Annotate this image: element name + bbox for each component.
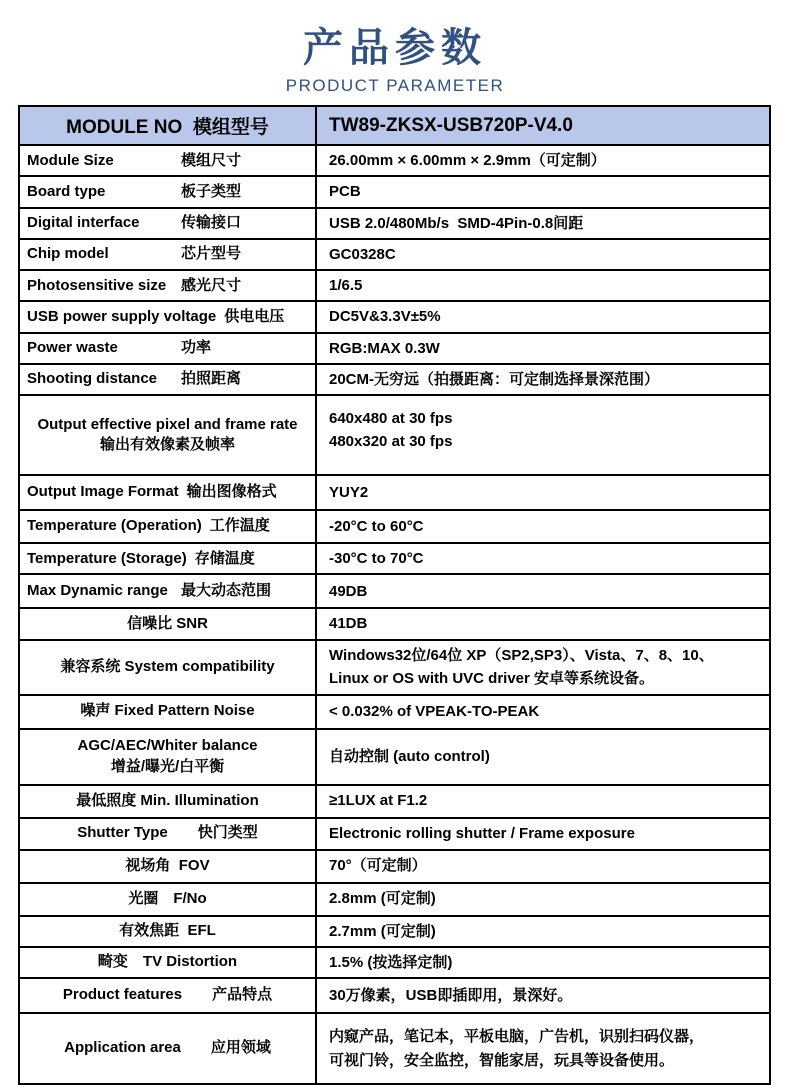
row-label-line: 视场角 FOV [125, 856, 210, 874]
table-row [20, 819, 769, 851]
row-label [20, 544, 317, 573]
row-label-line: Product features 产品特点 [62, 986, 273, 1004]
table-row [20, 476, 769, 511]
row-value-line: 20CM-无穷远（拍摄距离：可定制选择景深范围） [329, 370, 660, 388]
row-label-zh: 工作温度 [209, 517, 270, 535]
table-row [20, 917, 769, 948]
row-label-en: Module Size [27, 151, 114, 169]
table-rows [20, 146, 769, 1083]
row-value [317, 696, 769, 728]
table-row [20, 851, 769, 884]
row-value-line: Linux or OS with UVC driver 安卓等系统设备。 [329, 670, 655, 687]
table-row [20, 177, 769, 208]
row-label-zh: 供电电压 [224, 307, 285, 325]
row-label [20, 334, 317, 363]
row-value [317, 948, 769, 977]
row-label [20, 302, 317, 331]
table-row [20, 365, 769, 396]
row-value-line: -30°C to 70°C [329, 550, 424, 567]
row-label-line: 最低照度 Min. Illumination [76, 791, 259, 809]
row-value [317, 177, 769, 206]
row-value-line: 30万像素，USB即插即用，景深好。 [329, 986, 573, 1004]
table-row [20, 209, 769, 240]
row-label-line: 输出有效像素及帧率 [99, 436, 235, 453]
row-value-line: 1/6.5 [329, 277, 363, 294]
table-row [20, 641, 769, 696]
row-label [20, 609, 317, 638]
row-value-line: 可视门铃，安全监控，智能家居，玩具等设备使用。 [329, 1051, 675, 1069]
table-row [20, 948, 769, 979]
table-row [20, 271, 769, 302]
row-label-en: Temperature (Storage) [27, 549, 187, 567]
row-value-line: GC0328C [329, 245, 396, 263]
row-value [317, 511, 769, 542]
row-label-zh: 板子类型 [181, 182, 242, 200]
table-row [20, 544, 769, 575]
row-label-en: Chip model [27, 245, 109, 263]
row-value [317, 884, 769, 915]
row-value [317, 396, 769, 474]
row-label [20, 209, 317, 238]
row-value-line: Windows32位/64位 XP（SP2,SP3）、Vista、7、8、10、 [329, 646, 714, 664]
row-label [20, 146, 317, 175]
row-label-zh: 芯片型号 [181, 245, 242, 263]
row-value-line: DC5V&3.3V±5% [329, 308, 441, 326]
row-value [317, 819, 769, 849]
row-value-line: USB 2.0/480Mb/s SMD-4Pin-0.8间距 [329, 214, 584, 232]
row-label [20, 240, 317, 269]
row-value-line: 49DB [329, 582, 368, 600]
row-value-line: 640x480 at 30 fps [329, 410, 453, 427]
row-value [317, 334, 769, 363]
row-label-line: 信噪比 SNR [127, 614, 208, 632]
row-label-en: Power waste [27, 339, 118, 356]
table-row [20, 302, 769, 333]
table-row [20, 146, 769, 177]
table-header-row [20, 107, 769, 146]
table-row [20, 1014, 769, 1083]
row-label-en: Photosensitive size [27, 276, 167, 294]
row-label-line: Application area 应用领域 [64, 1039, 271, 1057]
row-label [20, 917, 317, 946]
row-value [317, 544, 769, 573]
page-title: 产品参数 [303, 26, 487, 70]
row-label-zh: 功率 [181, 339, 212, 356]
row-value-line: Electronic rolling shutter / Frame exposure [329, 824, 635, 842]
row-label-en: Digital interface [27, 214, 140, 231]
row-label-zh: 传输接口 [181, 214, 242, 231]
row-label [20, 819, 317, 849]
row-value-line: < 0.032% of VPEAK-TO-PEAK [329, 702, 540, 720]
table-row [20, 240, 769, 271]
row-value [317, 302, 769, 331]
row-value [317, 979, 769, 1012]
row-value [317, 609, 769, 638]
row-label-line: 兼容系统 System compatibility [60, 657, 275, 675]
row-label [20, 641, 317, 694]
table-row [20, 884, 769, 917]
row-label [20, 696, 317, 728]
row-label-zh: 拍照距离 [181, 370, 242, 388]
row-label-line: AGC/AEC/Whiter balance [77, 737, 258, 755]
row-label [20, 786, 317, 817]
row-value-line: -20°C to 60°C [329, 517, 424, 535]
row-label [20, 271, 317, 300]
row-label-line: 光圈 F/No [128, 889, 207, 907]
table-row [20, 979, 769, 1014]
row-value [317, 146, 769, 175]
row-label [20, 948, 317, 977]
row-label-line: 畸变 TV Distortion [97, 953, 238, 971]
row-label [20, 1014, 317, 1083]
row-label-en: Max Dynamic range [27, 582, 168, 600]
row-value-line: 26.00mm × 6.00mm × 2.9mm（可定制） [329, 152, 606, 169]
table-row [20, 396, 769, 476]
row-label-line: 增益/曝光/白平衡 [110, 757, 225, 775]
table-row [20, 609, 769, 640]
table-row [20, 511, 769, 544]
header-module-no-value: TW89-ZKSX-USB720P-V4.0 [329, 114, 573, 136]
row-label-en: USB power supply voltage [27, 307, 217, 325]
row-label-zh: 最大动态范围 [181, 582, 272, 600]
table-row [20, 334, 769, 365]
row-value-line: YUY2 [329, 483, 369, 501]
row-value [317, 575, 769, 607]
row-value [317, 851, 769, 882]
table-row [20, 575, 769, 609]
row-label [20, 851, 317, 882]
row-value-line: ≥1LUX at F1.2 [329, 792, 428, 810]
row-label-en: Temperature (Operation) [27, 517, 202, 535]
table-row [20, 786, 769, 819]
header-module-no-label: MODULE NO 模组型号 [20, 107, 317, 144]
row-label [20, 979, 317, 1012]
row-label-en: Board type [27, 182, 106, 200]
spec-table [18, 105, 771, 1085]
row-label [20, 511, 317, 542]
row-label [20, 177, 317, 206]
row-value-line: 内窥产品，笔记本，平板电脑，广告机，识别扫码仪器， [329, 1028, 705, 1046]
row-label [20, 476, 317, 509]
row-label-zh: 感光尺寸 [181, 276, 242, 294]
row-label-zh: 模组尺寸 [181, 151, 242, 169]
row-value [317, 641, 769, 694]
row-value-line: 1.5% (按选择定制) [329, 953, 453, 971]
row-label-zh: 输出图像格式 [186, 483, 277, 501]
row-value-line: 2.7mm (可定制) [329, 922, 436, 940]
table-row [20, 730, 769, 786]
row-value [317, 209, 769, 238]
row-value-line: 41DB [329, 615, 368, 633]
row-label [20, 730, 317, 784]
row-label [20, 365, 317, 394]
row-label [20, 575, 317, 607]
row-value-line: RGB:MAX 0.3W [329, 339, 440, 357]
row-label-line: 噪声 Fixed Pattern Noise [80, 702, 255, 720]
row-label [20, 396, 317, 474]
row-label-en: Output Image Format [27, 483, 179, 501]
row-value [317, 1014, 769, 1083]
row-value [317, 476, 769, 509]
row-value-line: 2.8mm (可定制) [329, 890, 436, 908]
row-value [317, 786, 769, 817]
row-label-line: Output effective pixel and frame rate [37, 415, 298, 433]
row-label-zh: 存储温度 [194, 549, 255, 567]
row-value-line: PCB [329, 183, 361, 201]
row-value [317, 240, 769, 269]
row-label [20, 884, 317, 915]
table-row [20, 696, 769, 730]
row-label-line: Shutter Type 快门类型 [77, 824, 258, 842]
row-label-en: Shooting distance [27, 370, 158, 388]
row-value [317, 271, 769, 300]
row-label-line: 有效焦距 EFL [119, 922, 216, 939]
row-value-line: 480x320 at 30 fps [329, 433, 453, 451]
page-subtitle: PRODUCT PARAMETER [285, 76, 505, 95]
row-value [317, 917, 769, 946]
row-value [317, 730, 769, 784]
row-value-line: 70°（可定制） [329, 857, 427, 875]
row-value-line: 自动控制 (auto control) [329, 747, 490, 765]
row-value [317, 365, 769, 394]
